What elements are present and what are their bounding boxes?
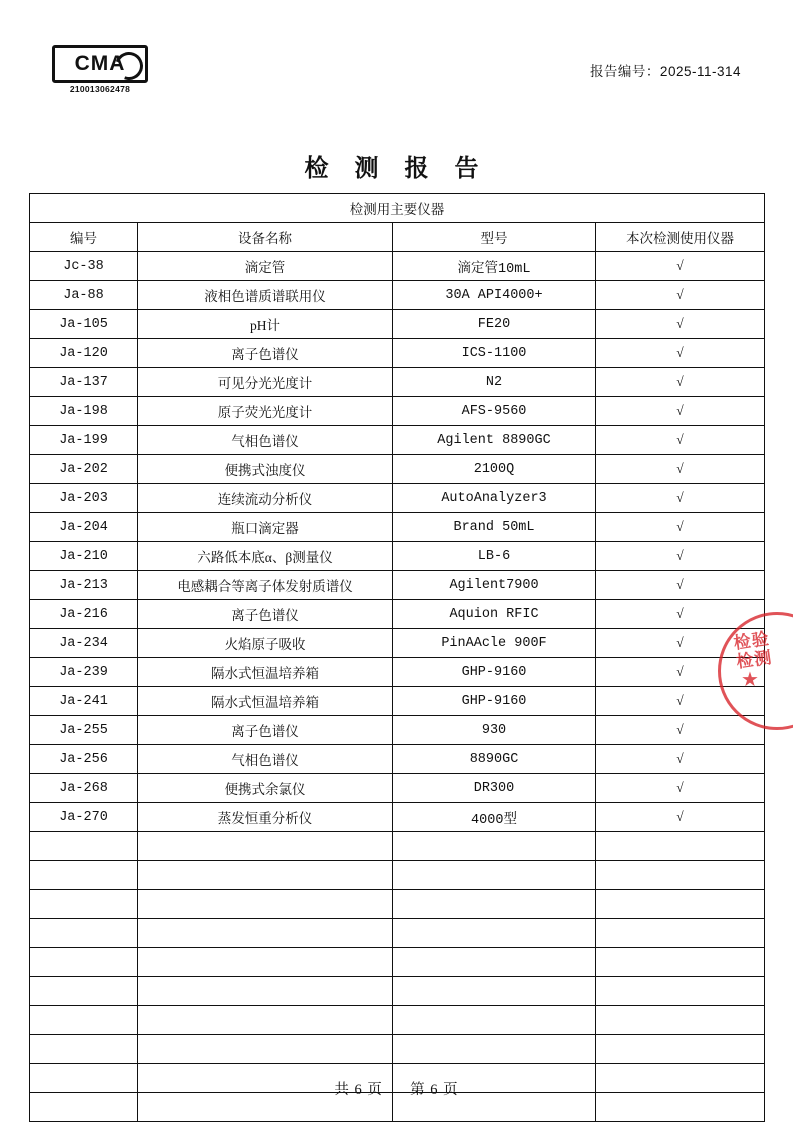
cell-name: 蒸发恒重分析仪: [138, 803, 393, 832]
table-row-empty: [30, 832, 765, 861]
cell-empty: [30, 832, 138, 861]
cell-id: Ja-204: [30, 513, 138, 542]
cell-empty: [138, 861, 393, 890]
cell-id: Ja-202: [30, 455, 138, 484]
cell-empty: [30, 948, 138, 977]
table-row: [30, 281, 765, 310]
cell-empty: [393, 861, 596, 890]
cell-empty: [30, 977, 138, 1006]
table-row: [30, 513, 765, 542]
cell-used: √: [596, 629, 765, 658]
cell-used: √: [596, 281, 765, 310]
cell-empty: [138, 1035, 393, 1064]
cell-model: AFS-9560: [393, 397, 596, 426]
table-row: [30, 629, 765, 658]
cell-empty: [393, 1006, 596, 1035]
cell-model: 930: [393, 716, 596, 745]
cell-name: 隔水式恒温培养箱: [138, 658, 393, 687]
cell-empty: [393, 890, 596, 919]
cma-logo-number: 210013062478: [69, 84, 131, 94]
stamp-star-icon: ★: [741, 669, 759, 691]
cma-logo: [52, 45, 148, 94]
cell-used: √: [596, 426, 765, 455]
cell-id: Ja-255: [30, 716, 138, 745]
cell-model: DR300: [393, 774, 596, 803]
table-row: [30, 803, 765, 832]
table-row-empty: [30, 861, 765, 890]
cell-empty: [393, 1035, 596, 1064]
cell-id: Ja-270: [30, 803, 138, 832]
column-header-used: 本次检测使用仪器: [596, 223, 765, 252]
table-row-empty: [30, 948, 765, 977]
table-row: [30, 774, 765, 803]
cell-name: 瓶口滴定器: [138, 513, 393, 542]
cell-used: √: [596, 774, 765, 803]
cell-used: √: [596, 745, 765, 774]
cell-empty: [596, 890, 765, 919]
cell-model: GHP-9160: [393, 687, 596, 716]
cell-used: √: [596, 687, 765, 716]
cell-empty: [30, 919, 138, 948]
cell-model: Agilent7900: [393, 571, 596, 600]
cell-model: 2100Q: [393, 455, 596, 484]
table-row-empty: [30, 890, 765, 919]
page-footer: [0, 1078, 793, 1099]
table-row: [30, 600, 765, 629]
cell-used: √: [596, 252, 765, 281]
report-number: 报告编号：2025-11-314: [589, 64, 741, 79]
table-row-empty: [30, 1006, 765, 1035]
cell-name: 原子荧光光度计: [138, 397, 393, 426]
table-row: [30, 658, 765, 687]
table-row: [30, 426, 765, 455]
cell-empty: [596, 919, 765, 948]
cell-model: N2: [393, 368, 596, 397]
cell-model: AutoAnalyzer3: [393, 484, 596, 513]
cell-name: 液相色谱质谱联用仪: [138, 281, 393, 310]
cell-name: 离子色谱仪: [138, 339, 393, 368]
instrument-table: [29, 193, 765, 1122]
cell-id: Ja-203: [30, 484, 138, 513]
cell-name: 离子色谱仪: [138, 600, 393, 629]
table-caption: 检测用主要仪器: [30, 194, 765, 223]
cell-empty: [596, 832, 765, 861]
footer-total-pages: 共 6 页: [334, 1082, 383, 1098]
cell-used: √: [596, 484, 765, 513]
cell-name: 气相色谱仪: [138, 426, 393, 455]
cell-empty: [30, 890, 138, 919]
table-row: [30, 310, 765, 339]
cell-id: Ja-88: [30, 281, 138, 310]
column-header-id: 编号: [30, 223, 138, 252]
cell-id: Ja-210: [30, 542, 138, 571]
cell-model: ICS-1100: [393, 339, 596, 368]
cell-id: Ja-234: [30, 629, 138, 658]
cell-empty: [138, 832, 393, 861]
cell-empty: [596, 948, 765, 977]
cell-empty: [138, 890, 393, 919]
cell-name: 便携式余氯仪: [138, 774, 393, 803]
cell-id: Jc-38: [30, 252, 138, 281]
table-row-empty: [30, 919, 765, 948]
table-caption-row: [30, 194, 765, 223]
column-header-name: 设备名称: [138, 223, 393, 252]
cell-empty: [596, 1035, 765, 1064]
table-row: [30, 716, 765, 745]
cell-model: 滴定管10mL: [393, 252, 596, 281]
cell-name: 六路低本底α、β测量仪: [138, 542, 393, 571]
table-row: [30, 339, 765, 368]
cell-name: 滴定管: [138, 252, 393, 281]
cell-empty: [393, 832, 596, 861]
cell-name: 离子色谱仪: [138, 716, 393, 745]
cell-model: LB-6: [393, 542, 596, 571]
table-row: [30, 745, 765, 774]
cell-used: √: [596, 455, 765, 484]
cell-empty: [596, 861, 765, 890]
cell-used: √: [596, 368, 765, 397]
cell-model: GHP-9160: [393, 658, 596, 687]
cell-used: √: [596, 600, 765, 629]
table-row: [30, 252, 765, 281]
cma-logo-text: CMA: [74, 52, 126, 75]
cell-model: Agilent 8890GC: [393, 426, 596, 455]
cell-used: √: [596, 397, 765, 426]
table-row: [30, 687, 765, 716]
page-title: 检 测 报 告: [304, 156, 489, 182]
cell-id: Ja-216: [30, 600, 138, 629]
cell-used: √: [596, 542, 765, 571]
cell-id: Ja-268: [30, 774, 138, 803]
stamp-text: 检验检测: [732, 628, 774, 672]
cell-model: Brand 50mL: [393, 513, 596, 542]
cell-empty: [596, 1006, 765, 1035]
table-row-empty: [30, 1035, 765, 1064]
table-row: [30, 571, 765, 600]
cell-empty: [30, 861, 138, 890]
cell-used: √: [596, 513, 765, 542]
cell-name: 连续流动分析仪: [138, 484, 393, 513]
cell-empty: [138, 948, 393, 977]
table-row: [30, 368, 765, 397]
table-row: [30, 455, 765, 484]
cell-empty: [30, 1006, 138, 1035]
cell-empty: [138, 977, 393, 1006]
instrument-table-wrapper: [29, 193, 764, 1122]
cell-name: 电感耦合等离子体发射质谱仪: [138, 571, 393, 600]
table-row: [30, 542, 765, 571]
cell-name: 隔水式恒温培养箱: [138, 687, 393, 716]
cell-model: PinAAcle 900F: [393, 629, 596, 658]
table-row: [30, 484, 765, 513]
table-row-empty: [30, 977, 765, 1006]
cell-id: Ja-120: [30, 339, 138, 368]
cell-name: 便携式浊度仪: [138, 455, 393, 484]
table-row: [30, 397, 765, 426]
cell-empty: [393, 948, 596, 977]
cell-empty: [138, 1006, 393, 1035]
cell-id: Ja-137: [30, 368, 138, 397]
cell-id: Ja-198: [30, 397, 138, 426]
cell-empty: [30, 1035, 138, 1064]
cell-id: Ja-213: [30, 571, 138, 600]
table-header-row: [30, 223, 765, 252]
cell-name: 气相色谱仪: [138, 745, 393, 774]
cell-used: √: [596, 571, 765, 600]
cell-id: Ja-199: [30, 426, 138, 455]
cell-model: Aquion RFIC: [393, 600, 596, 629]
cell-empty: [393, 919, 596, 948]
cell-used: √: [596, 339, 765, 368]
cell-model: 8890GC: [393, 745, 596, 774]
cell-id: Ja-241: [30, 687, 138, 716]
cell-id: Ja-239: [30, 658, 138, 687]
cell-id: Ja-105: [30, 310, 138, 339]
cell-name: 火焰原子吸收: [138, 629, 393, 658]
cell-name: 可见分光光度计: [138, 368, 393, 397]
cell-model: FE20: [393, 310, 596, 339]
cell-empty: [138, 919, 393, 948]
cell-used: √: [596, 658, 765, 687]
footer-current-page: 第 6 页: [410, 1082, 459, 1098]
cell-empty: [393, 977, 596, 1006]
cell-used: √: [596, 803, 765, 832]
cell-name: pH计: [138, 310, 393, 339]
cell-model: 4000型: [393, 803, 596, 832]
cell-used: √: [596, 716, 765, 745]
cell-empty: [596, 977, 765, 1006]
cma-logo-box: [52, 45, 148, 83]
cell-used: √: [596, 310, 765, 339]
column-header-model: 型号: [393, 223, 596, 252]
cell-id: Ja-256: [30, 745, 138, 774]
cell-model: 30A API4000+: [393, 281, 596, 310]
